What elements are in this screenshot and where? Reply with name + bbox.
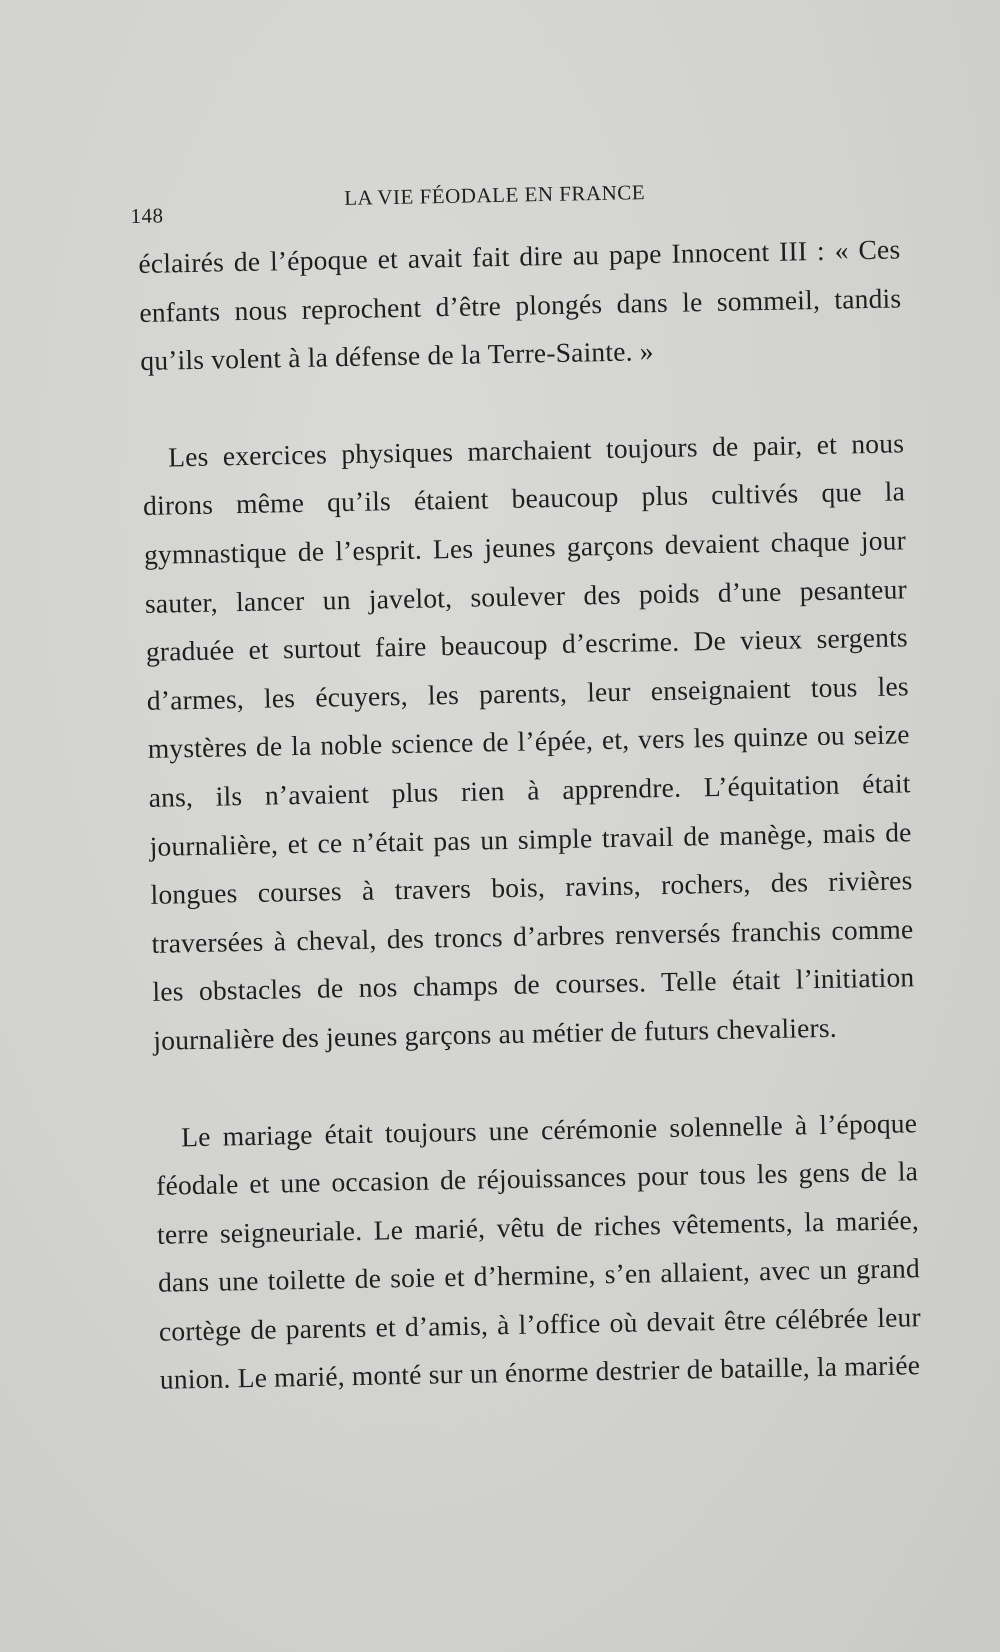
paragraph-physical-exercises: Les exercices physiques marchaient toujours de pair, et nous dirons même qu’ils étaient beaucoup plus cultivés que la gymnastique de l’esprit. Les jeunes garçons devaient chaque jour sauter, lancer un javelot, soulever des poids d’une pesanteur graduée et surtout faire beaucoup d’escrime. De vieux sergents d’armes, les écuyers, les parents, leur enseignaient tous les mystères de la noble science de l’épée, et, vers les quinze ou seize ans, ils n’avaient plus rien à apprendre. L’équitation était journalière, et ce n’était pas un simple travail de manège, mais de longues courses à travers bois, ravins, rochers, des rivières traversées à cheval, des troncs d’arbres renversés franchis comme les obstacles de nos champs de courses. Telle était l’initiation journalière des jeunes garçons au métier de futurs chevaliers. bbox=[142, 427, 915, 1056]
page-number: 148 bbox=[130, 203, 164, 228]
running-title: LA VIE FÉODALE EN FRANCE bbox=[343, 180, 646, 210]
paragraph-continuation: éclairés de l’époque et avait fait dire au pape Innocent III : « Ces enfants nous reprochent d’être plongés dans le sommeil, tandis qu’ils volent à la défense de la Terre-Sainte. » bbox=[138, 233, 902, 377]
page-header bbox=[130, 176, 881, 228]
body-text bbox=[138, 225, 922, 1404]
paragraph-marriage: Le mariage était toujours une cérémonie solennelle à l’époque féodale et une occasion de réjouissances pour tous les gens de la terre seigneuriale. Le marié, vêtu de riches vêtements, la mariée, dans une toilette de soie et d’hermine, s’en allaient, avec un grand cortège de parents et d’amis, à l’office où devait être célébrée leur union. Le marié, monté sur un énorme destrier de bataille, la mariée bbox=[155, 1106, 922, 1396]
